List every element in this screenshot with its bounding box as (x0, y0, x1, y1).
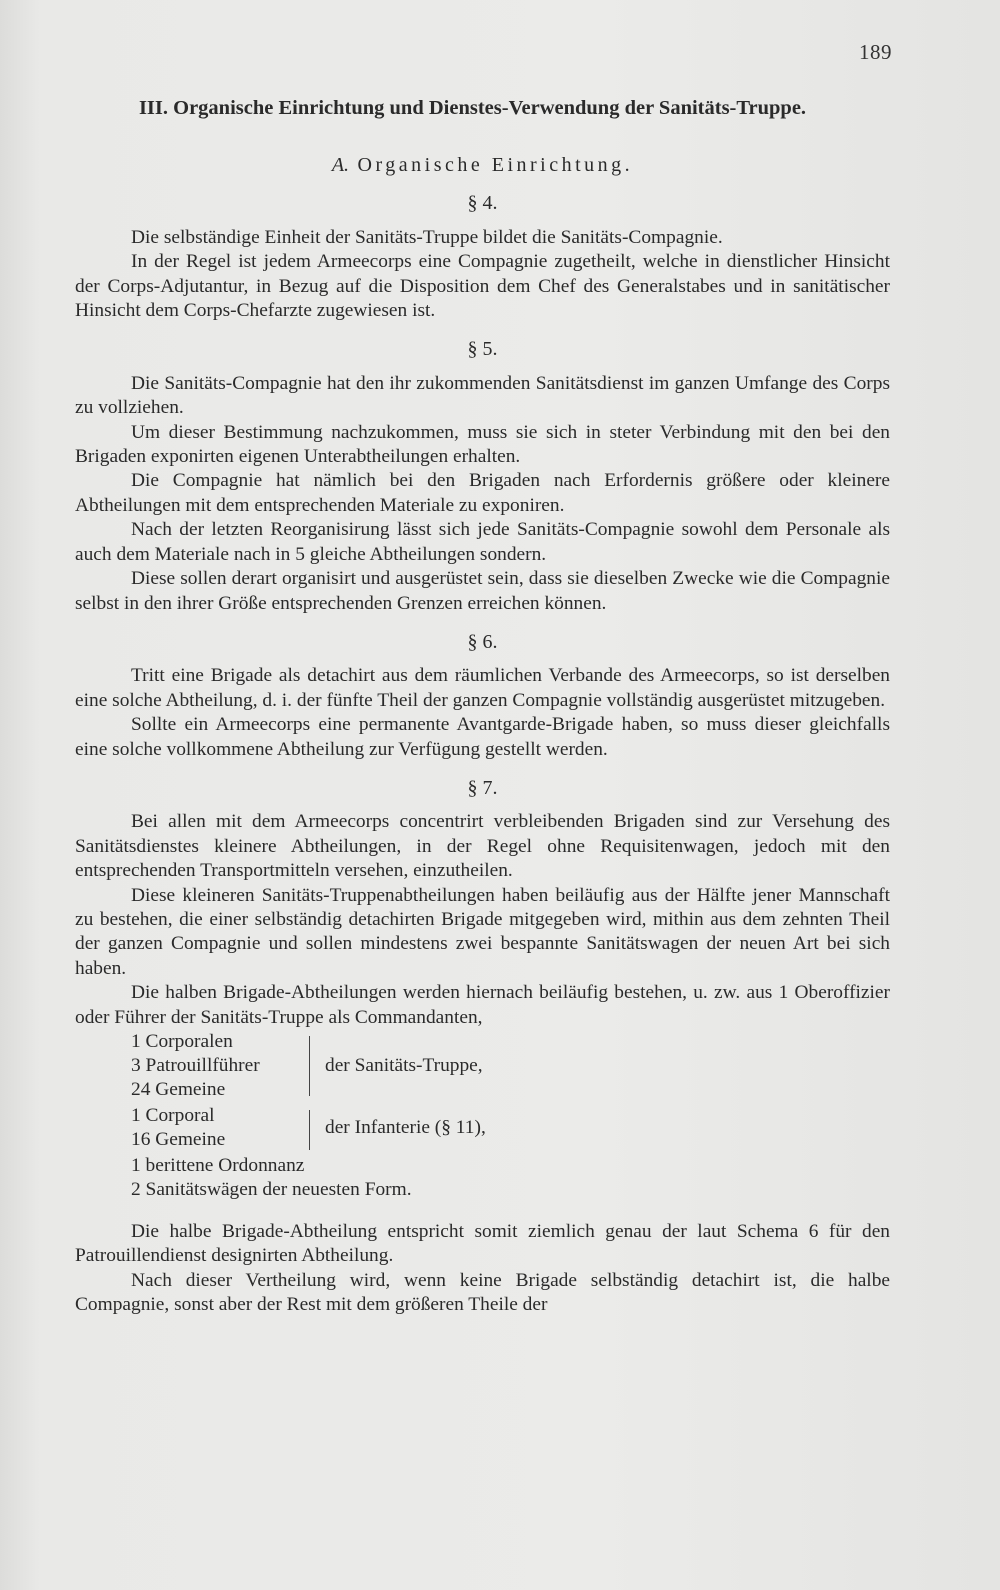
section-6-title: § 6. (467, 630, 498, 653)
s5-paragraph-2: Um dieser Bestimmung nachzukommen, muss sie sich in steter Verbindung mit den bei den Brigaden exponirten eigenen Unterabtheilungen erhalten. (75, 421, 890, 468)
list-item: 16 Gemeine (131, 1129, 226, 1150)
list-item: 1 Corporalen (131, 1031, 233, 1052)
s4-paragraph-1: Die selbständige Einheit der Sanitäts-Truppe bildet die Sanitäts-Compagnie. (131, 226, 723, 248)
s5-paragraph-1: Die Sanitäts-Compagnie hat den ihr zukommenden Sanitätsdienst im ganzen Umfange des Corps zu vollziehen. (75, 372, 890, 419)
list-item: 1 berittene Ordonnanz (131, 1155, 305, 1176)
section-4-title: § 4. (467, 192, 498, 215)
group-label: der Sanitäts-Truppe, (325, 1055, 483, 1076)
subheading-letter: A. (331, 154, 350, 176)
s7-paragraph-5: Nach dieser Vertheilung wird, wenn keine Brigade selbständig detachirt ist, die halbe Compagnie, sonst aber der Rest mit dem größeren Theile der (75, 1269, 890, 1316)
chapter-heading: III. Organische Einrichtung und Dienstes-Verwendung der Sanitäts-Truppe. (138, 97, 807, 119)
s5-paragraph-3: Die Compagnie hat nämlich bei den Brigaden nach Erfordernis größere oder kleinere Abtheilungen mit dem entsprechenden Materiale zu exponiren. (75, 470, 890, 516)
s7-paragraph-4: Die halbe Brigade-Abtheilung entspricht somit ziemlich genau der laut Schema 6 für den Patrouillendienst designirten Abtheilung. (75, 1221, 890, 1267)
list-item: 3 Patrouillführer (131, 1055, 260, 1076)
subheading-text: Organische Einrichtung. (357, 154, 634, 176)
s6-paragraph-2: Sollte ein Armeecorps eine permanente Avantgarde-Brigade haben, so muss dieser gleichfalls eine solche vollkommene Abtheilung zur Verfügung gestellt werden. (75, 714, 890, 760)
section-7-title: § 7. (467, 776, 498, 799)
s4-paragraph-2: In der Regel ist jedem Armeecorps eine Compagnie zugetheilt, welche in dienstlicher Hinsicht der Corps-Adjutantur, in Bezug auf die Disposition dem Chef des Generalstabes und in sanitätischer Hinsicht dem Corps-Chefarzte zugewiesen ist. (75, 251, 890, 322)
s7-paragraph-3: Die halben Brigade-Abtheilungen werden hiernach beiläufig bestehen, u. zw. aus 1 Oberoffizier oder Führer der Sanitäts-Truppe als Commandanten, (75, 982, 890, 1028)
section-5-title: § 5. (467, 338, 498, 361)
list-item: 2 Sanitätswägen der neuesten Form. (131, 1179, 412, 1200)
list-item: 1 Corporal (131, 1105, 215, 1126)
s5-paragraph-5: Diese sollen derart organisirt und ausgerüstet sein, dass sie dieselben Zwecke wie die Compagnie selbst in den ihrer Größe entsprechenden Grenzen erreichen können. (75, 568, 890, 614)
s7-paragraph-1: Bei allen mit dem Armeecorps concentrirt verbleibenden Brigaden sind zur Versehung des Sanitätsdienstes kleinere Abtheilungen, in der Regel ohne Requisitenwagen, jedoch mit den entsprechenden Transportmitteln versehen, einzutheilen. (75, 811, 890, 882)
section-subheading (75, 153, 890, 177)
page-content (75, 95, 890, 1318)
list-item: 24 Gemeine (131, 1079, 226, 1100)
page-number: 189 (859, 40, 892, 64)
s5-paragraph-4: Nach der letzten Reorganisirung lässt sich jede Sanitäts-Compagnie sowohl dem Personale als auch dem Materiale nach in 5 gleiche Abtheilungen sondern. (75, 519, 890, 565)
brace (303, 1036, 310, 1096)
personnel-listing (131, 1030, 890, 1220)
group-label: der Infanterie (§ 11), (325, 1117, 486, 1138)
s7-paragraph-2: Diese kleineren Sanitäts-Truppenabtheilungen haben beiläufig aus der Hälfte jener Mannschaft zu bestehen, die einer selbständig detachirten Brigade mitgegeben wird, mithin aus dem zehnten Theil der ganzen Compagnie und sollen mindestens zwei bespannte Sanitätswagen der neuen Art bei sich haben. (75, 884, 890, 979)
s6-paragraph-1: Tritt eine Brigade als detachirt aus dem räumlichen Verbande des Armeecorps, so ist derselben eine solche Abtheilung, d. i. der fünfte Theil der ganzen Compagnie vollständig ausgerüstet mitzugeben. (75, 665, 890, 711)
brace (303, 1110, 310, 1150)
